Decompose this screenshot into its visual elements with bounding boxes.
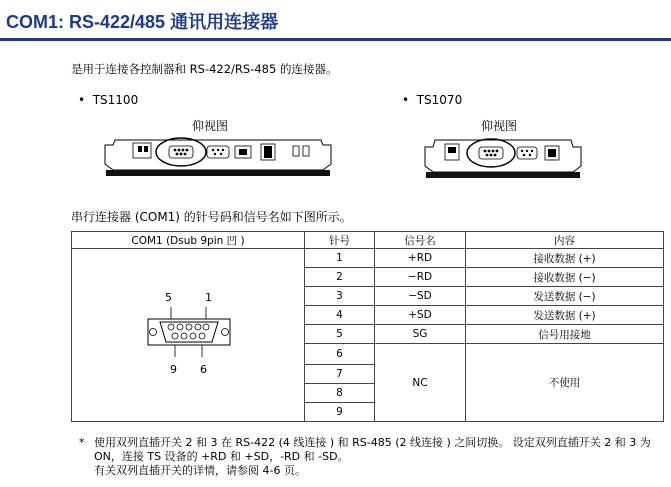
pin-number: 1 [305, 249, 375, 268]
note-line-2: ON，连接 TS 设备的 +RD 和 +SD，-RD 和 -SD。 [94, 450, 349, 463]
signal-name-nc: NC [375, 344, 466, 422]
header-content: 内容 [466, 232, 664, 249]
model-ts1070-label: • TS1070 [402, 93, 463, 107]
note-line-3: 有关双列直插开关的详情，请参阅 4-6 页。 [94, 464, 306, 477]
pin-number: 2 [305, 268, 375, 287]
table-caption: 串行连接器 (COM1) 的针号码和信号名如下图所示。 [71, 210, 352, 224]
pin-number: 4 [305, 306, 375, 325]
model-ts1100-label: • TS1100 [78, 93, 139, 107]
signal-description-unused: 不使用 [466, 344, 664, 422]
pin-label-5: 5 [165, 291, 172, 304]
note-marker: * [79, 436, 85, 449]
header-signal: 信号名 [375, 232, 466, 249]
header-pin: 针号 [305, 232, 375, 249]
page-title: COM1: RS-422/485 通讯用连接器 [6, 12, 279, 32]
ts1100-bottom-view-diagram [103, 132, 333, 178]
title-underline [0, 38, 671, 41]
header-connector: COM1 (Dsub 9pin 凹 ) [72, 232, 305, 249]
bottom-view-label-2: 仰视图 [481, 119, 518, 133]
pin-number: 6 [305, 344, 375, 365]
pin-table [71, 231, 664, 422]
pin-number: 7 [305, 365, 375, 384]
signal-name: +SD [375, 306, 466, 325]
signal-name: −RD [375, 268, 466, 287]
intro-text: 是用于连接各控制器和 RS-422/RS-485 的连接器。 [71, 62, 338, 76]
signal-name: −SD [375, 287, 466, 306]
note-line-1: 使用双列直插开关 2 和 3 在 RS-422 (4 线连接 ) 和 RS-485 (2 线连接 ) 之间切换。 设定双列直插开关 2 和 3 为 [94, 436, 651, 449]
pin-number: 9 [305, 403, 375, 422]
signal-name: SG [375, 325, 466, 344]
pin-number: 3 [305, 287, 375, 306]
table-row [72, 249, 664, 268]
connector-diagram-cell [72, 249, 305, 422]
signal-description: 信号用接地 [466, 325, 664, 344]
signal-description: 发送数据 (−) [466, 287, 664, 306]
signal-description: 接收数据 (+) [466, 249, 664, 268]
bottom-view-label-1: 仰视图 [192, 119, 229, 133]
ts1070-bottom-view-diagram [423, 132, 583, 182]
table-header-row [72, 232, 664, 249]
dsub-9pin-connector-diagram [144, 305, 234, 359]
signal-description: 接收数据 (−) [466, 268, 664, 287]
pin-label-1: 1 [205, 291, 212, 304]
pin-label-6: 6 [200, 363, 207, 376]
signal-name: +RD [375, 249, 466, 268]
pin-number: 8 [305, 384, 375, 403]
model-name: TS1070 [416, 93, 463, 107]
model-name: TS1100 [92, 93, 139, 107]
pin-label-9: 9 [170, 363, 177, 376]
signal-description: 发送数据 (+) [466, 306, 664, 325]
pin-number: 5 [305, 325, 375, 344]
